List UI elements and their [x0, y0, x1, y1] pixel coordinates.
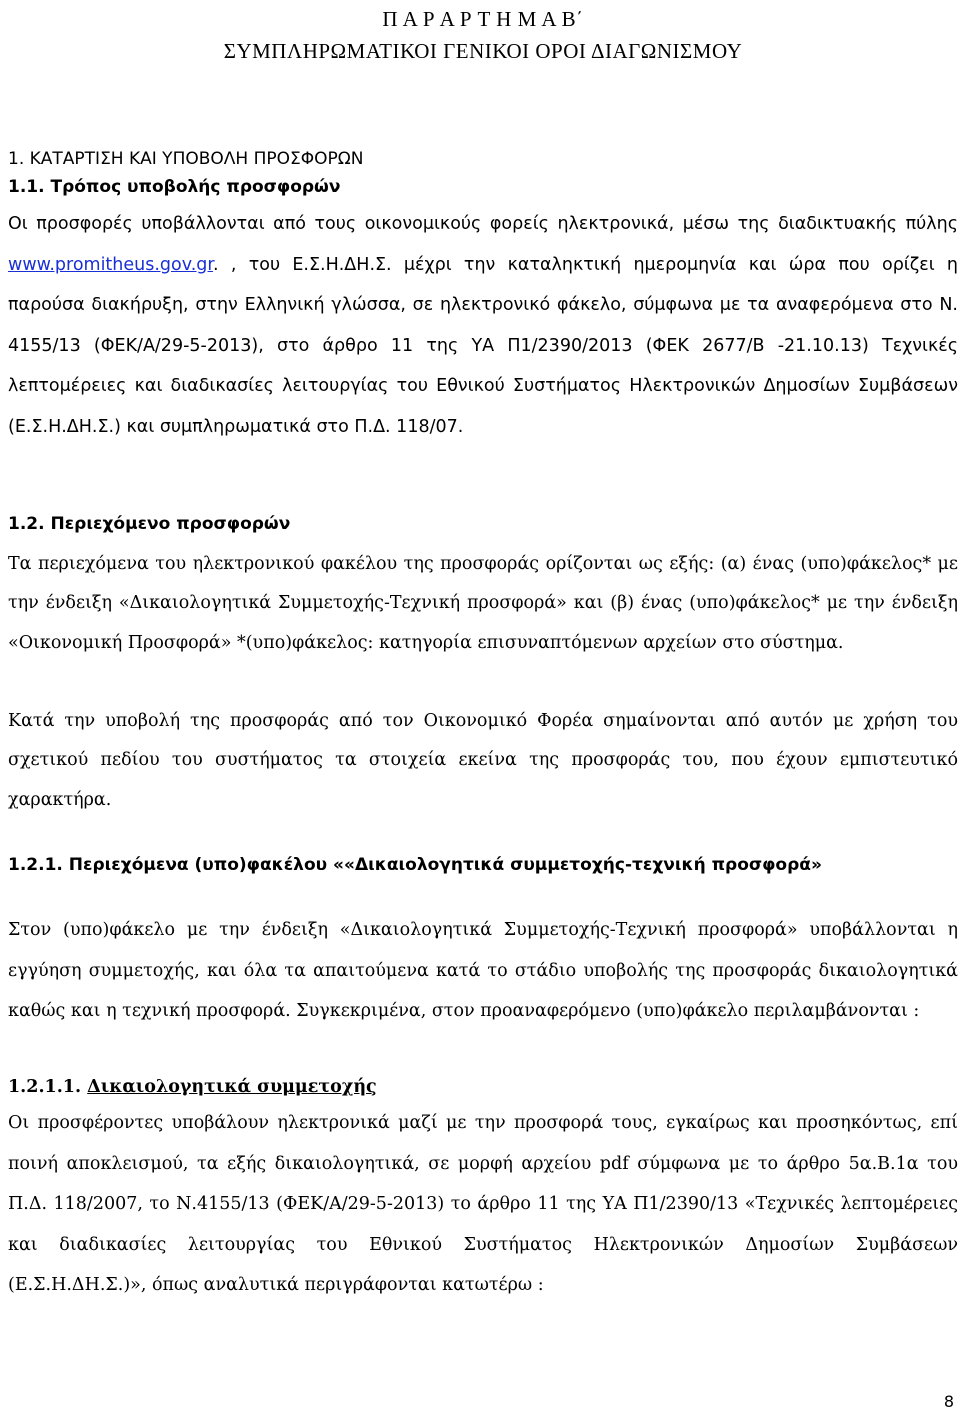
section-heading-1-2: 1.2. Περιεχόμενο προσφορών: [8, 514, 291, 534]
heading-number: 1.2.1.1.: [8, 1077, 88, 1097]
section-heading-1-2-1-1: [8, 1074, 958, 1100]
page-title: ΣΥΜΠΛΗΡΩΜΑΤΙΚΟΙ ΓΕΝΙΚΟΙ ΟΡΟΙ ΔΙΑΓΩΝΙΣΜΟΥ: [223, 39, 743, 63]
paragraph-text: . , του Ε.Σ.Η.ΔΗ.Σ. μέχρι την καταληκτική ημερομηνία και ώρα που ορίζει η παρούσα διακήρυξη, στην Ελληνική γλώσσα, σε ηλεκτρονικό φάκελο, σύμφωνα με τα αναφερόμενα στο Ν. 4155/13 (ΦΕΚ/Α/29-5-2013), στο άρθρο 11 της ΥΑ Π1/2390/2013 (ΦΕΚ 2677/Β -21.10.13) Τεχνικές λεπτομέρειες και διαδικασίες λειτουργίας του Εθνικού Συστήματος Ηλεκτρονικών Δημοσίων Συμβάσεων (Ε.Σ.Η.ΔΗ.Σ.) και συμπληρωματικά στο Π.Δ. 118/07.: [8, 254, 958, 437]
paragraph-subfolder: Στον (υπο)φάκελο με την ένδειξη «Δικαιολογητικά Συμμετοχής-Τεχνική προσφορά» υποβάλλονται η εγγύηση συμμετοχής, και όλα τα απαιτούμενα κατά το στάδιο υποβολής της προσφοράς δικαιολογητικά καθώς και η τεχνική προσφορά. Συγκεκριμένα, στον προαναφερόμενο (υπο)φάκελο περιλαμβάνονται :: [8, 920, 958, 1021]
paragraph-contents: Τα περιεχόμενα του ηλεκτρονικού φακέλου της προσφοράς ορίζονται ως εξής: (α) ένας (υπο)φάκελος* με την ένδειξη «Δικαιολογητικά Συμμετοχής-Τεχνική προσφορά» και (β) ένας (υπο)φάκελος* με την ένδειξη «Οικονομική Προσφορά» *(υπο)φάκελος: κατηγορία επισυναπτόμενων αρχείων στο σύστημα.: [8, 554, 958, 653]
paragraph-text: Οι προσφορές υποβάλλονται από τους οικονομικούς φορείς ηλεκτρονικά, μέσω της διαδικτυακής πύλης: [8, 214, 958, 234]
heading-title: Δικαιολογητικά συμμετοχής: [87, 1077, 377, 1097]
page-number: 8: [943, 1392, 954, 1411]
paragraph-confidential: Κατά την υποβολή της προσφοράς από τον Οικονομικό Φορέα σημαίνονται από αυτόν με χρήση του σχετικού πεδίου του συστήματος τα στοιχεία εκείνα της προσφοράς του, που έχουν εμπιστευτικό χαρακτήρα.: [8, 711, 958, 810]
paragraph-submission: [8, 204, 958, 447]
section-heading-1-2-1: 1.2.1. Περιεχόμενα (υπο)φακέλου ««Δικαιολογητικά συμμετοχής-τεχνική προσφορά»: [8, 855, 822, 875]
section-heading-1: 1. ΚΑΤΑΡΤΙΣΗ ΚΑΙ ΥΠΟΒΟΛΗ ΠΡΟΣΦΟΡΩΝ: [8, 149, 364, 169]
paragraph-supporting-documents: Οι προσφέροντες υποβάλουν ηλεκτρονικά μαζί με την προσφορά τους, εγκαίρως και προσηκόντως, επί ποινή αποκλεισμού, τα εξής δικαιολογητικά, σε μορφή αρχείου pdf σύμφωνα με το άρθρο 5α.Β.1α του Π.Δ. 118/2007, το Ν.4155/13 (ΦΕΚ/Α/29-5-2013) το άρθρο 11 της ΥΑ Π1/2390/13 «Τεχνικές λεπτομέρειες και διαδικασίες λειτουργίας του Εθνικού Συστήματος Ηλεκτρονικών Δημοσίων Συμβάσεων (Ε.Σ.Η.ΔΗ.Σ.)», όπως αναλυτικά περιγράφονται κατωτέρω :: [8, 1113, 958, 1295]
section-heading-1-1: 1.1. Τρόπος υποβολής προσφορών: [8, 177, 341, 197]
promitheus-link[interactable]: www.promitheus.gov.gr: [8, 254, 213, 275]
appendix-label: Π Α Ρ Α Ρ Τ Η Μ Α Β΄: [382, 7, 584, 31]
